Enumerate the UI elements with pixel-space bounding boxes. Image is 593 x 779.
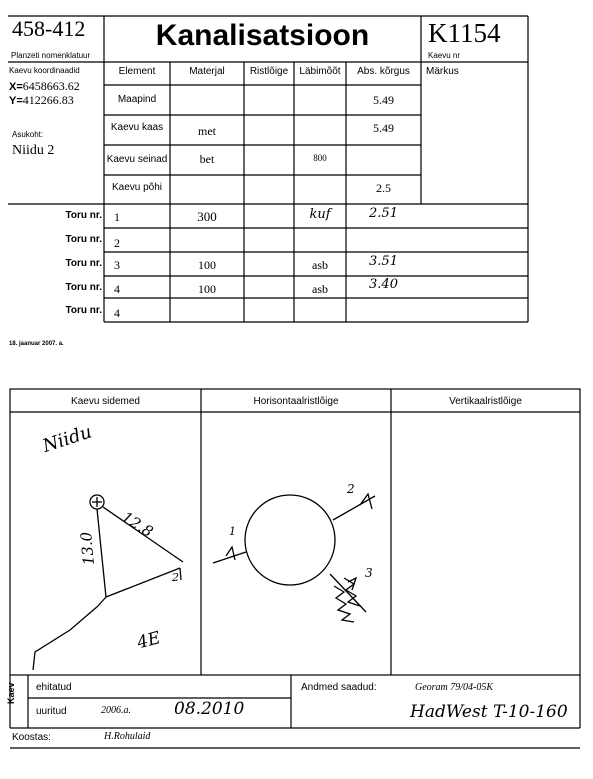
surveyed-date: 08.2010 [174,699,245,719]
material-value: met [198,124,216,138]
column-header: Ristlõige [249,66,289,77]
height-value: 2.5 [376,181,391,195]
street-label: Niidu [40,421,95,457]
panel-title-horizontal: Horisontaalristlõige [253,396,339,407]
plan-pipe-3-label: 3 [365,566,373,580]
sheet-number: 458-412 [12,16,86,41]
column-header: Abs. kõrgus [357,66,410,77]
pipe-number: 4 [114,282,120,296]
pipe-height: 2.51 [369,206,398,221]
date-note: 18. jaanuar 2007. a. [9,341,64,347]
pipe-material: 300 [197,209,217,224]
well-side-label: Kaev [6,682,16,704]
material-value: bet [199,152,215,166]
column-header: Läbimõõt [299,66,341,77]
x-prefix: X= [9,81,23,93]
well-id: K1154 [428,18,501,48]
pipe-label: Toru nr. [65,210,102,221]
plan-pipe-2-label: 2 [347,482,355,496]
location-caption: Asukoht: [12,130,44,139]
author-label: Koostas: [12,732,51,743]
pipe-label: Toru nr. [65,282,102,293]
surveyed-label: uuritud [36,706,67,717]
y-value: 412266.83 [22,93,74,107]
plan-pipe-1-label: 1 [229,525,236,538]
side-b-label: 13.0 [77,531,98,566]
pipe-diameter: asb [312,258,328,272]
sheet-caption: Planzeti nomenklatuur [11,51,91,60]
element-name: Kaevu kaas [110,122,164,133]
surveyed-year: 2006.a. [101,705,131,716]
pipe-number: 1 [114,210,120,224]
height-value: 5.49 [373,93,394,107]
column-header: Materjal [189,66,225,77]
pipe-height: 3.40 [369,277,398,292]
pipe-diameter: asb [312,282,328,296]
y-prefix: Y= [9,95,23,107]
element-name: Kaevu seinad [106,154,168,165]
well-caption: Kaevu nr [428,51,461,60]
pipe-label: Toru nr. [65,305,102,316]
pipe-diameter: kuf [309,207,331,222]
pipe-height: 3.51 [369,254,398,269]
side-a-label: 12.8 [118,508,157,541]
pipe-label: Toru nr. [65,234,102,245]
location-value: Niidu 2 [12,143,55,158]
x-coordinate [9,79,80,94]
author-value: H.Rohulaid [104,731,151,742]
pipe-number: 4 [114,306,120,320]
y-coordinate [9,93,74,108]
column-header: Element [118,66,156,77]
element-name: Maapind [117,94,157,105]
pipe-label: Toru nr. [65,258,102,269]
pipe-number: 2 [114,236,120,250]
source-label: Andmed saadud: [301,682,377,693]
panel-title-ties: Kaevu sidemed [71,396,140,407]
coords-caption: Kaevu koordinaadid [9,66,80,75]
source-1: Georam 79/04-05K [415,682,494,693]
x-value: 6458663.62 [22,79,80,93]
built-label: ehitatud [36,682,72,693]
pipe-number: 3 [114,258,120,272]
column-header: Märkus [426,66,459,77]
pipe-2-label: 2 [172,571,179,584]
plan-sketch [213,494,375,622]
pipe-material: 100 [198,282,216,296]
document-title: Kanalisatsioon [155,19,370,52]
pipe-material: 100 [198,258,216,272]
panel-title-vertical: Vertikaalristlõige [449,396,522,407]
height-value: 5.49 [373,121,394,135]
source-2: HadWest T-10-160 [410,702,568,722]
diameter-value: 800 [313,153,327,163]
mark-label: 4E [135,627,163,654]
element-name: Kaevu põhi [111,182,163,193]
